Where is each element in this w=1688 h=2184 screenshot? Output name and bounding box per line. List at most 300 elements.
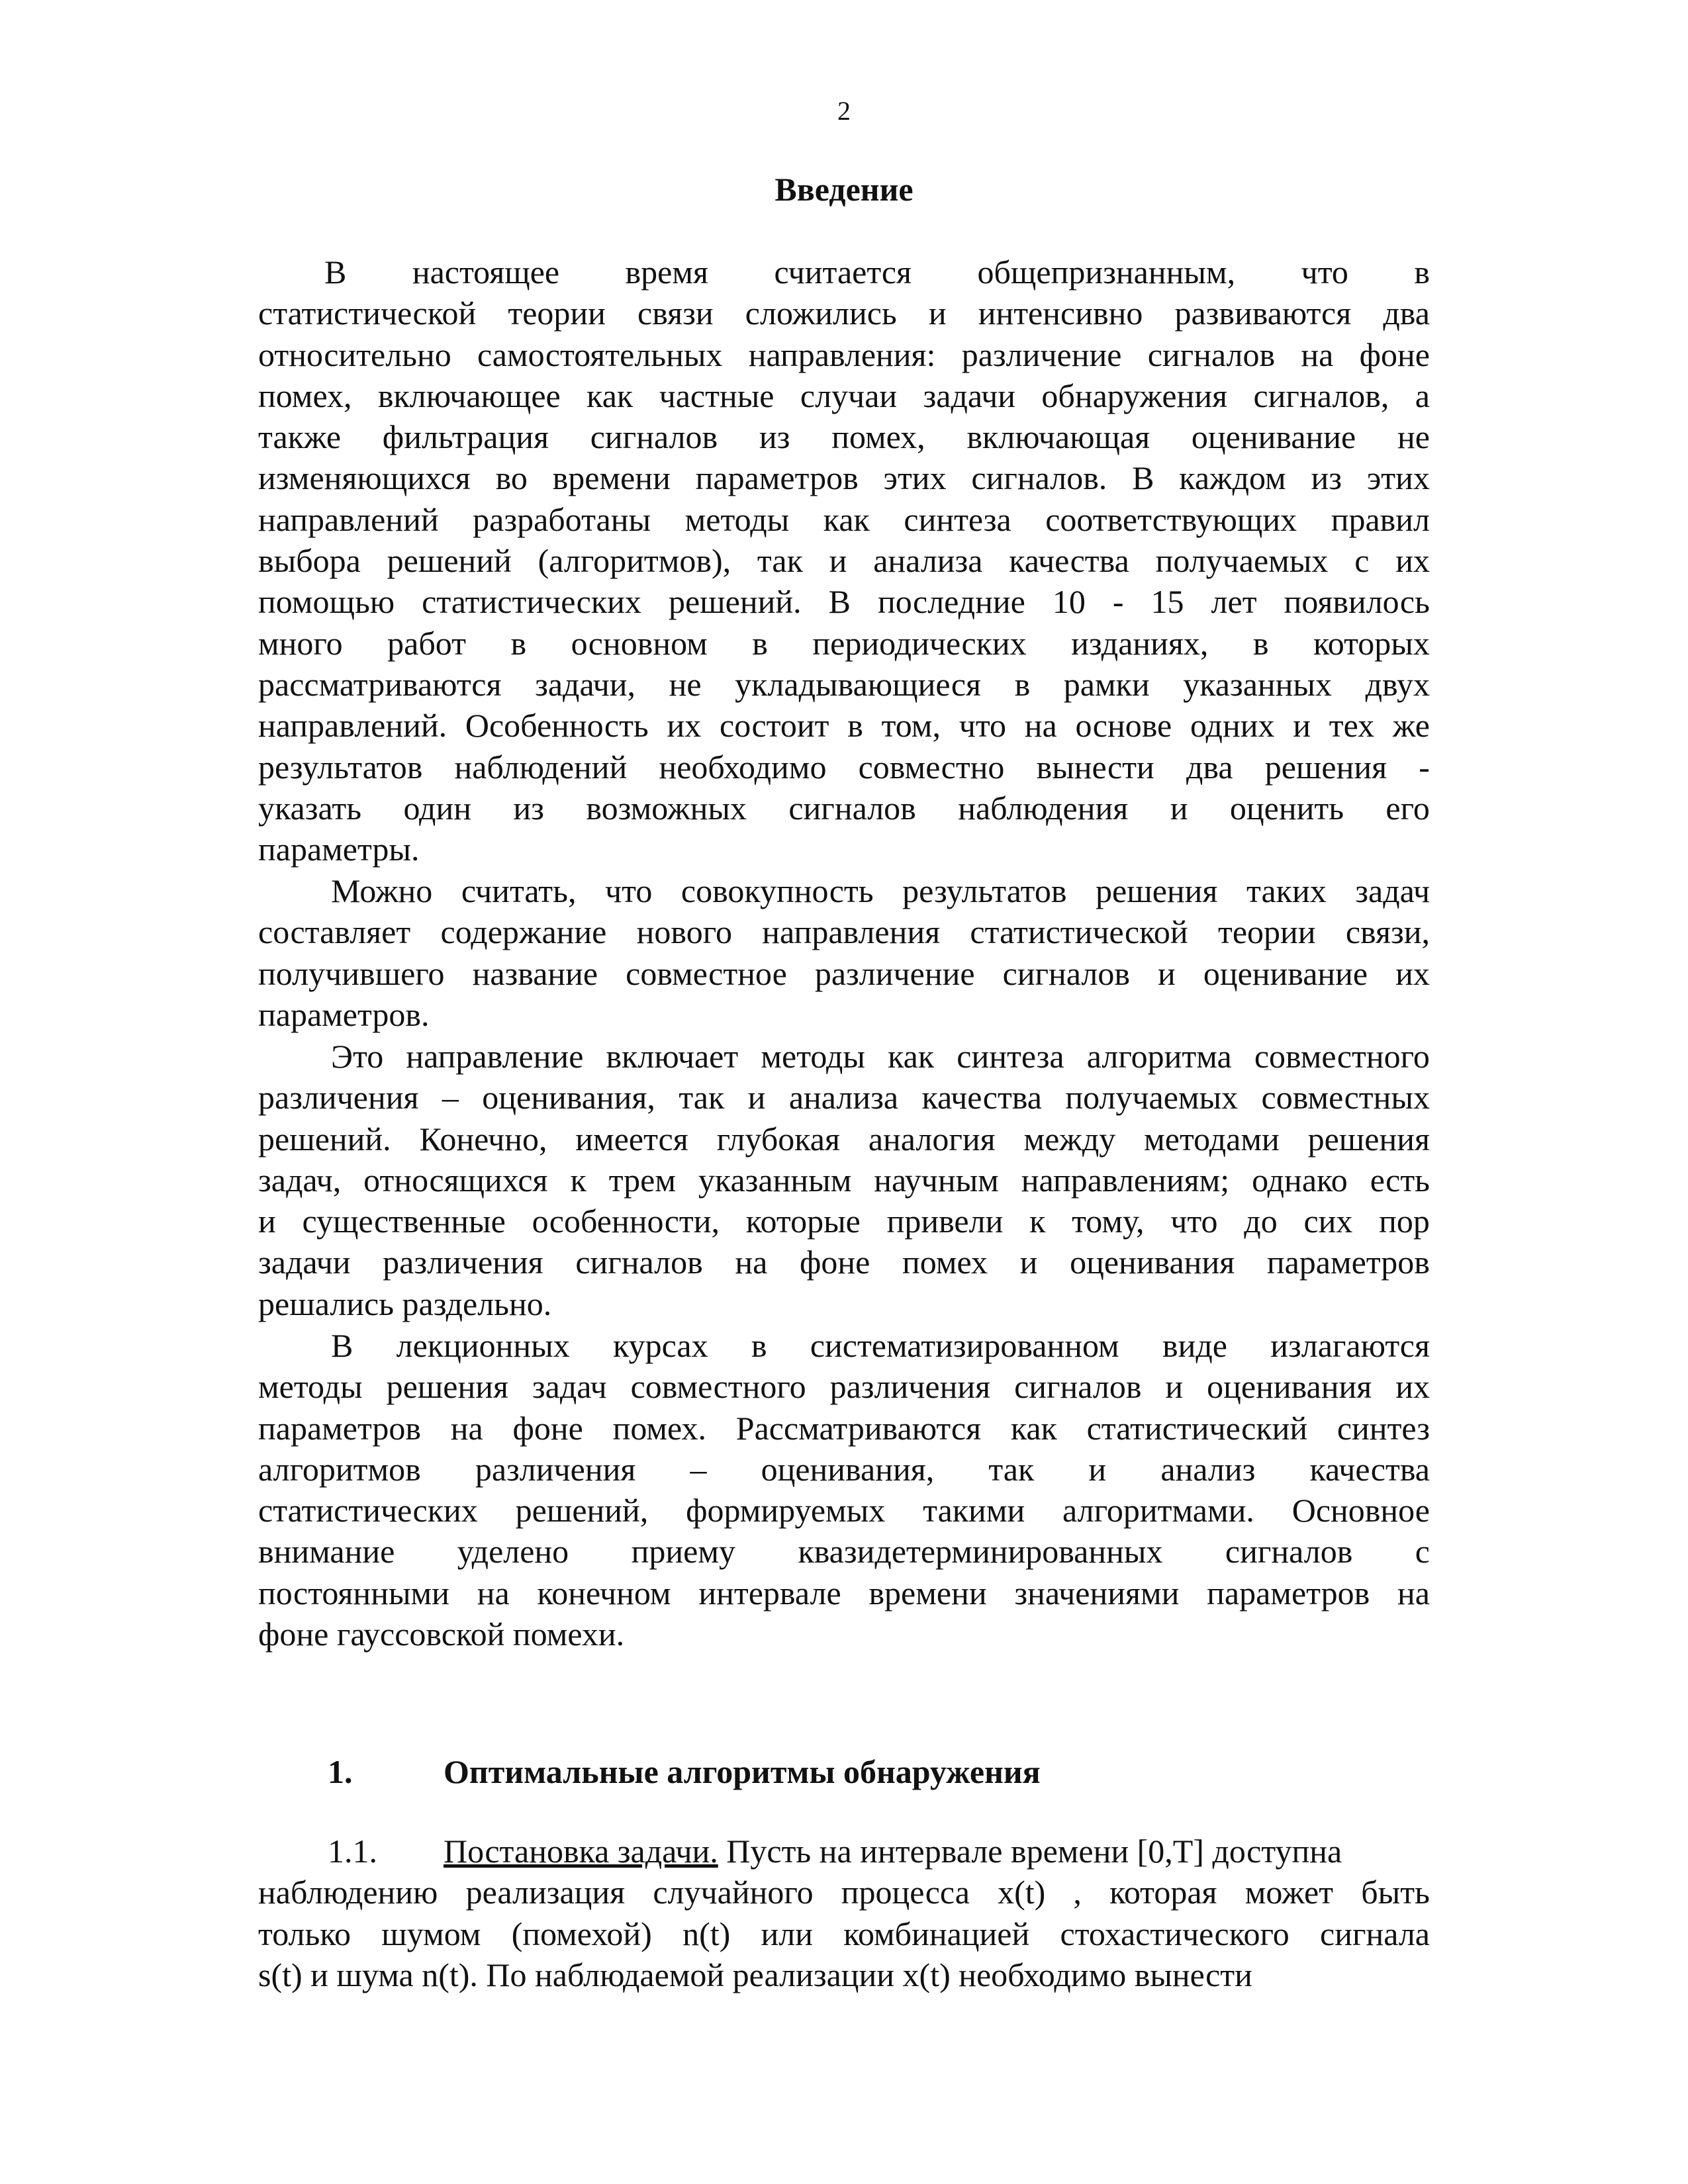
word: постоянными	[258, 1574, 449, 1612]
word: синтеза	[957, 1038, 1064, 1075]
word: составляет	[258, 913, 411, 951]
word: двух	[1365, 665, 1430, 703]
word: которых	[1313, 624, 1430, 662]
word: включает	[606, 1038, 739, 1075]
text-line	[258, 1201, 1430, 1242]
word: помех.	[612, 1409, 707, 1447]
word: помех	[902, 1244, 988, 1281]
word: как	[823, 500, 870, 538]
text-line	[258, 705, 1430, 746]
word: один	[403, 789, 471, 827]
word: рамки	[1063, 665, 1150, 703]
word: Конечно,	[419, 1120, 547, 1158]
word: В	[828, 583, 851, 621]
word: курсах	[613, 1327, 708, 1364]
word: фоне	[512, 1409, 583, 1447]
word: различение	[814, 954, 975, 992]
word: на	[1024, 707, 1057, 745]
word: Рассматриваются	[735, 1409, 982, 1447]
text-line	[258, 1077, 1430, 1118]
word: два	[1186, 748, 1233, 786]
word: лекционных	[396, 1327, 570, 1364]
text-line: параметры.	[258, 831, 420, 868]
word: или	[761, 1915, 813, 1952]
word: быть	[1361, 1874, 1430, 1911]
word: работ	[387, 624, 466, 662]
word: не	[1397, 418, 1430, 456]
word: различения	[383, 1244, 543, 1281]
word: (помехой)	[511, 1915, 652, 1952]
word: синтез	[1336, 1409, 1430, 1447]
word: нового	[636, 913, 732, 951]
text-line	[258, 1872, 1430, 1913]
word: -	[1112, 583, 1124, 621]
text-line	[258, 1325, 1430, 1366]
word: статистической	[970, 913, 1188, 951]
word: и	[1158, 954, 1176, 992]
word: их	[1395, 1368, 1430, 1406]
word: что	[1170, 1203, 1218, 1240]
word: которая	[1109, 1874, 1217, 1911]
word: может	[1244, 1874, 1334, 1911]
text-line	[258, 1036, 1430, 1077]
word: алгоритмов	[258, 1450, 421, 1488]
word: направления	[762, 913, 941, 951]
word: рассматриваются	[258, 665, 502, 703]
word: совместное	[626, 954, 787, 992]
word: содержание	[440, 913, 607, 951]
text-line	[258, 293, 1430, 334]
word: методами	[1144, 1120, 1280, 1158]
word: Основное	[1291, 1492, 1430, 1529]
word: на	[735, 1244, 768, 1281]
word: получаемых	[1155, 542, 1329, 580]
word: методы	[258, 1368, 363, 1406]
word: совместного	[1254, 1038, 1430, 1075]
word: таких	[1246, 872, 1327, 909]
word: общепризнанным,	[977, 253, 1236, 291]
word: направлений.	[258, 707, 447, 745]
word: фоне	[800, 1244, 870, 1281]
word: и	[258, 1203, 276, 1240]
word: анализа	[873, 542, 983, 580]
section-title: Оптимальные алгоритмы обнаружения	[444, 1753, 1041, 1790]
word: правил	[1331, 500, 1430, 538]
word: времени	[552, 459, 671, 497]
word: Особенность	[465, 707, 649, 745]
word: на	[450, 1409, 483, 1447]
word: совместно	[858, 748, 1005, 786]
word: совместного	[630, 1368, 806, 1406]
word: между	[1023, 1120, 1116, 1158]
word: и	[829, 542, 847, 580]
text-line	[258, 870, 1430, 911]
word: связи	[637, 295, 714, 332]
word: и	[1088, 1450, 1107, 1488]
word: алгоритмами.	[1062, 1492, 1254, 1529]
text-line	[258, 788, 1430, 829]
word: различения	[475, 1450, 636, 1488]
word: относительно	[258, 336, 451, 373]
text-line	[258, 375, 1430, 416]
word: задач	[532, 1368, 607, 1406]
word: название	[472, 954, 598, 992]
word: решения	[1264, 748, 1387, 786]
word: стохастического	[1060, 1915, 1289, 1952]
text-line	[258, 623, 1430, 664]
word: в	[751, 1327, 767, 1364]
text-line	[258, 1160, 1430, 1201]
word: пор	[1379, 1203, 1430, 1240]
word: совокупность	[680, 872, 874, 909]
word: в	[1014, 665, 1031, 703]
text-line	[258, 1572, 1430, 1614]
word: направления:	[748, 336, 936, 373]
text-line	[258, 1831, 1430, 1872]
word: статистической	[258, 295, 477, 332]
text-line	[258, 664, 1430, 705]
word: параметров	[1207, 1574, 1370, 1612]
word: в	[510, 624, 527, 662]
word: так	[679, 1079, 725, 1116]
word: фоне	[1359, 336, 1430, 373]
word: их	[1395, 954, 1430, 992]
text-line	[258, 334, 1430, 375]
word: Можно	[331, 872, 433, 909]
word: задач,	[258, 1161, 342, 1199]
word: и	[1293, 707, 1311, 745]
word: самостоятельных	[477, 336, 723, 373]
word: разработаны	[473, 500, 651, 538]
word: же	[1392, 707, 1430, 745]
word: к	[1029, 1203, 1046, 1240]
word: задачи	[258, 1244, 351, 1281]
word: оценивание	[1191, 418, 1356, 456]
word: с	[1415, 1533, 1430, 1570]
word: теории	[508, 295, 606, 332]
word: из	[759, 418, 790, 456]
section-number: 1.	[328, 1753, 353, 1790]
word: решений,	[515, 1492, 649, 1529]
page-title: Введение	[774, 171, 914, 208]
word: считать,	[461, 872, 577, 909]
word: реализация	[465, 1874, 626, 1911]
word: задачи,	[535, 665, 636, 703]
word: 10	[1052, 583, 1086, 621]
text-line	[258, 457, 1430, 498]
word: направлениям;	[1021, 1161, 1230, 1199]
word: внимание	[258, 1533, 395, 1570]
word: время	[625, 253, 708, 291]
text-line	[258, 1449, 1430, 1490]
text-line	[258, 1242, 1430, 1283]
word: основном	[571, 624, 708, 662]
word: интервале	[698, 1574, 841, 1612]
subsection-heading: Постановка задачи.	[444, 1833, 718, 1870]
word: которые	[745, 1203, 861, 1240]
word: систематизированном	[810, 1327, 1119, 1364]
word: решений	[387, 542, 512, 580]
word: считается	[774, 253, 912, 291]
word: возможных	[586, 789, 747, 827]
word: много	[258, 624, 343, 662]
word: существенные	[302, 1203, 506, 1240]
word: как	[586, 377, 633, 414]
word: так	[757, 542, 803, 580]
word: результатов	[902, 872, 1067, 909]
word: как	[888, 1038, 935, 1075]
word: теории	[1217, 913, 1316, 951]
word: на	[1301, 336, 1334, 373]
paragraph-2	[258, 870, 1430, 1035]
paragraph-3	[258, 1036, 1430, 1324]
word: задач	[1355, 872, 1430, 909]
word: излагаются	[1270, 1327, 1430, 1364]
word: ,	[1073, 1874, 1082, 1911]
word: его	[1385, 789, 1430, 827]
word: привели	[886, 1203, 1004, 1240]
word: приему	[631, 1533, 735, 1570]
word: сложились	[745, 295, 897, 332]
word: не	[669, 665, 702, 703]
text-line	[258, 1408, 1430, 1449]
text-line: решались раздельно.	[258, 1285, 552, 1322]
word: на	[1397, 1574, 1430, 1612]
word: глубокая	[716, 1120, 840, 1158]
word: что	[1301, 253, 1348, 291]
word: сих	[1303, 1203, 1353, 1240]
word: решения	[1307, 1120, 1430, 1158]
word: однако	[1252, 1161, 1348, 1199]
word: параметров	[258, 1409, 422, 1447]
word: статистический	[1086, 1409, 1308, 1447]
word: трем	[608, 1161, 676, 1199]
subsection-line-1: Пусть на интервале времени [0,T] доступна	[726, 1833, 1342, 1870]
word: (алгоритмов),	[538, 542, 731, 580]
word: этих	[1366, 459, 1430, 497]
word: как	[1010, 1409, 1057, 1447]
word: формируемых	[686, 1492, 886, 1529]
word: лет	[1211, 583, 1257, 621]
word: сигналов	[575, 1244, 703, 1281]
word: n(t)	[682, 1915, 731, 1952]
word: и	[1019, 1244, 1038, 1281]
word: конечном	[537, 1574, 671, 1612]
word: есть	[1370, 1161, 1430, 1199]
word: получаемых	[1065, 1079, 1239, 1116]
word: случаи	[800, 377, 898, 414]
word: такими	[923, 1492, 1025, 1529]
word: в	[847, 707, 863, 745]
page-number: 2	[837, 96, 851, 126]
word: сигналов	[1225, 1533, 1353, 1570]
word: сигнала	[1320, 1915, 1430, 1952]
text-line	[258, 1490, 1430, 1531]
text-line: s(t) и шума n(t). По наблюдаемой реализации x(t) необходимо вынести	[258, 1956, 1252, 1993]
word: случайного	[653, 1874, 814, 1911]
word: –	[690, 1450, 707, 1488]
word: помех,	[258, 377, 352, 414]
word: виде	[1162, 1327, 1227, 1364]
text-line	[258, 1531, 1430, 1572]
word: квазидетерминированных	[798, 1533, 1163, 1570]
text-line	[258, 251, 1430, 293]
word: качества	[921, 1079, 1042, 1116]
word: сигналов	[1014, 1368, 1142, 1406]
word: до	[1244, 1203, 1278, 1240]
word: что	[959, 707, 1007, 745]
word: синтеза	[904, 500, 1011, 538]
word: -	[1419, 748, 1430, 786]
text-line	[258, 416, 1430, 457]
word: фильтрация	[382, 418, 549, 456]
word: шумом	[381, 1915, 481, 1952]
subsection-number: 1.1.	[328, 1833, 377, 1870]
word: наблюдения	[958, 789, 1129, 827]
word: анализа	[788, 1079, 899, 1116]
text-line	[258, 499, 1430, 540]
word: оценивание	[1203, 954, 1368, 992]
word: периодических	[812, 624, 1027, 662]
word: решений.	[258, 1120, 391, 1158]
word: оценивания,	[482, 1079, 655, 1116]
word: решения	[386, 1368, 508, 1406]
text-line	[258, 747, 1430, 788]
word: указанным	[698, 1161, 852, 1199]
word: последние	[878, 583, 1025, 621]
word: выбора	[258, 542, 361, 580]
word: относящихся	[363, 1161, 548, 1199]
subsection-1-1	[258, 1831, 1430, 1995]
word: различения	[829, 1368, 991, 1406]
word: и	[1165, 1368, 1184, 1406]
word: научным	[874, 1161, 999, 1199]
word: помощью	[258, 583, 395, 621]
word: и	[928, 295, 947, 332]
word: получившего	[258, 954, 445, 992]
word: включающее	[377, 377, 561, 414]
word: состоит	[720, 707, 829, 745]
word: указанных	[1183, 665, 1333, 703]
word: сигналов,	[1253, 377, 1389, 414]
paragraph-4	[258, 1325, 1430, 1655]
word: из	[1311, 459, 1342, 497]
word: так	[988, 1450, 1035, 1488]
word: в	[1414, 253, 1430, 291]
word: их	[1395, 542, 1430, 580]
word: статистических	[258, 1492, 478, 1529]
word: оценить	[1229, 789, 1344, 827]
word: том,	[881, 707, 941, 745]
word: направлений	[258, 500, 439, 538]
word: x(t)	[998, 1874, 1046, 1911]
text-line	[258, 581, 1430, 622]
word: сигналов	[590, 418, 718, 456]
word: анализ	[1160, 1450, 1256, 1488]
word: оценивания	[1207, 1368, 1372, 1406]
word: 15	[1150, 583, 1184, 621]
word: задачи	[923, 377, 1016, 414]
word: сигналов	[788, 789, 916, 827]
word: различения	[258, 1079, 419, 1116]
text-line	[258, 911, 1430, 952]
word: соответствующих	[1045, 500, 1297, 538]
word: оценивания	[1070, 1244, 1235, 1281]
word: алгоритма	[1086, 1038, 1232, 1075]
word: вынести	[1036, 748, 1154, 786]
word: этих	[883, 459, 947, 497]
word: необходимо	[659, 748, 827, 786]
word: появилось	[1284, 583, 1430, 621]
text-line	[258, 1913, 1430, 1954]
word: сигналов	[1147, 336, 1276, 373]
word: изменяющихся	[258, 459, 471, 497]
word: параметров	[695, 459, 859, 497]
word: методы	[684, 500, 790, 538]
word: решений.	[668, 583, 802, 621]
word: основе	[1075, 707, 1172, 745]
word: Это	[331, 1038, 384, 1075]
word: к	[570, 1161, 586, 1199]
word: уделено	[457, 1533, 569, 1570]
word: и	[747, 1079, 766, 1116]
word: решения	[1096, 872, 1218, 909]
text-line	[258, 1366, 1430, 1407]
word: В	[331, 1327, 353, 1364]
word: из	[513, 789, 544, 827]
word: В	[1132, 459, 1154, 497]
word: их	[667, 707, 702, 745]
word: обнаружения	[1041, 377, 1228, 414]
word: два	[1383, 295, 1430, 332]
text-line: фоне гауссовской помехи.	[258, 1615, 625, 1653]
word: тех	[1329, 707, 1375, 745]
text-line	[258, 953, 1430, 994]
word: качества	[1309, 1450, 1430, 1488]
word: направление	[406, 1038, 584, 1075]
word: наблюдению	[258, 1874, 438, 1911]
text-line	[258, 540, 1430, 581]
word: времени	[868, 1574, 987, 1612]
word: а	[1415, 377, 1430, 414]
word: параметров	[1266, 1244, 1430, 1281]
word: одних	[1190, 707, 1275, 745]
word: интенсивно	[978, 295, 1143, 332]
word: оценивания,	[761, 1450, 935, 1488]
word: помех,	[831, 418, 925, 456]
word: –	[442, 1079, 459, 1116]
word: совместных	[1261, 1079, 1430, 1116]
word: указать	[258, 789, 362, 827]
text-line: параметров.	[258, 995, 430, 1033]
word: в	[752, 624, 768, 662]
text-line	[258, 1118, 1430, 1160]
word: в	[1252, 624, 1269, 662]
word: с	[1354, 542, 1370, 580]
word: только	[258, 1915, 352, 1952]
section-heading	[328, 1751, 1041, 1792]
word: изданиях,	[1071, 624, 1209, 662]
word: что	[605, 872, 653, 909]
word: частные	[659, 377, 774, 414]
word: результатов	[258, 748, 423, 786]
word: комбинацией	[843, 1915, 1030, 1952]
word: и	[1170, 789, 1188, 827]
word: развиваются	[1174, 295, 1352, 332]
word: настоящее	[412, 253, 560, 291]
word: В	[324, 253, 347, 291]
word: связи,	[1345, 913, 1430, 951]
